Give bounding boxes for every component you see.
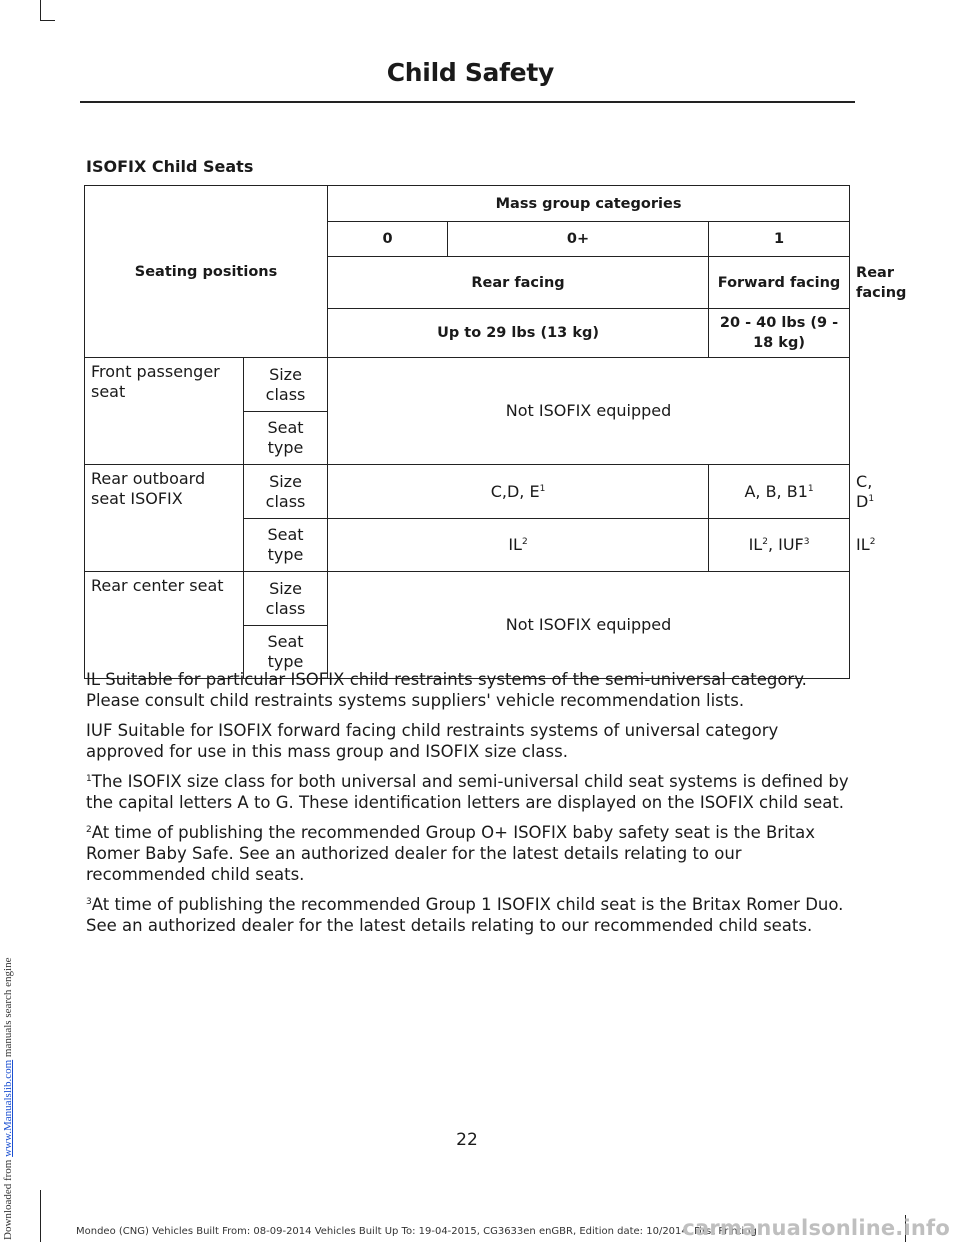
footnote-text: At time of publishing the recommended Group O+ ISOFIX baby safety seat is the Britax Romer Baby Safe. See an authorized dealer for the latest details relating to our recommended child seats. [86, 823, 816, 884]
footnote-ref: 2 [521, 537, 528, 547]
weight-header-2: 20 - 40 lbs (9 - 18 kg) [709, 309, 850, 358]
sidebar-prefix: Downloaded from [2, 1156, 14, 1240]
notes-section [86, 669, 852, 945]
rear-outboard-type-forward [709, 519, 850, 572]
page-title: Child Safety [386, 58, 554, 87]
size-value: A, B, B1 [744, 481, 808, 501]
download-sidebar [2, 958, 14, 1240]
page-number: 22 [456, 1130, 478, 1150]
footnote-2 [86, 822, 852, 885]
rear-facing-header: Rear facing [328, 257, 709, 309]
front-seat-type-label: Seat type [244, 412, 328, 465]
rear-outboard-size-group-0-0plus [328, 465, 709, 519]
forward-facing-header: Forward facing [709, 257, 850, 309]
footnote-text: At time of publishing the recommended Group 1 ISOFIX child seat is the Britax Romer Duo. See an authorized dealer for the latest details relating to our recommended child seats. [86, 895, 844, 935]
section-title: ISOFIX Child Seats [86, 157, 254, 176]
rear-center-seat-label: Rear center seat [85, 572, 244, 679]
rear-center-seat-type-label: Seat type [244, 626, 328, 679]
footnote-ref: 1 [868, 493, 875, 504]
footnote-text: The ISOFIX size class for both universal and semi-universal child seat systems is defined by the capital letters A to G. These identification letters are displayed on the ISOFIX child seat. [86, 772, 849, 812]
manualslib-link[interactable]: www.Manualslib.com [2, 1059, 14, 1157]
mass-group-header: Mass group categories [328, 186, 850, 222]
footnote-3 [86, 894, 852, 936]
watermark: carmanualsonline.info [682, 1216, 950, 1240]
front-size-class-label: Size class [244, 358, 328, 412]
group-0plus-header: 0+ [448, 222, 709, 257]
seating-positions-header: Seating positions [85, 186, 328, 358]
footnote-ref: 1 [539, 483, 546, 494]
rear-outboard-type-group-0-0plus [328, 519, 709, 572]
sidebar-suffix: manuals search engine [2, 957, 14, 1060]
size-value: C, D [856, 471, 873, 511]
type-value: IL [856, 535, 870, 554]
front-not-equipped: Not ISOFIX equipped [328, 358, 850, 465]
footnote-ref: 1 [807, 483, 814, 494]
footnote-marker: 1 [86, 774, 92, 784]
rear-outboard-size-class-label: Size class [244, 465, 328, 519]
footnote-ref: 2 [762, 537, 768, 547]
type-value: IUF [778, 535, 804, 554]
group-0-header: 0 [328, 222, 448, 257]
rear-center-size-class-label: Size class [244, 572, 328, 626]
note-il: IL Suitable for particular ISOFIX child restraints systems of the semi-universal category. Please consult child restraints systems suppliers' vehicle recommendation lists. [86, 670, 807, 710]
header-divider [80, 101, 855, 103]
note-iuf: IUF Suitable for ISOFIX forward facing child restraints systems of universal category approved for use in this mass group and ISOFIX size class. [86, 721, 779, 761]
crop-mark-top-left-horizontal [40, 20, 55, 21]
crop-mark-top-left-vertical [40, 0, 41, 20]
footnote-ref: 3 [803, 537, 810, 547]
group-1-header: 1 [709, 222, 850, 257]
rear-outboard-seat-label: Rear outboard seat ISOFIX [85, 465, 244, 572]
type-value: IL [748, 535, 763, 554]
rear-outboard-seat-type-label: Seat type [244, 519, 328, 572]
footer-edition-info: Mondeo (CNG) Vehicles Built From: 08-09-2014 Vehicles Built Up To: 19-04-2015, CG3633en enGBR, Edition date: 10/2014, First Printing [76, 1226, 757, 1237]
footnote-ref: 2 [869, 537, 876, 547]
footnote-1 [86, 771, 852, 813]
size-value: C,D, E [490, 481, 540, 501]
crop-mark-bottom-left-vertical [40, 1190, 41, 1242]
type-value: IL [508, 535, 522, 554]
isofix-table: Seating positions Mass group categories 0 0+ 1 Rear facing Forward facing Rear facing Up to 29 lbs (13 kg) 20 - 40 lbs (9 - 18 kg) Front passenger seat Size class Not ISOFIX equipped Seat type Rear outboard seat ISOFIX Size class C,D, $E^1$ A, B, $B1^1$ C, $D^1$ Seat type $IL^2$ $IL^2$, IUF$^3$ $IL^2$ Rear center seat Size class Not ISOFIX equipped Seat type [84, 185, 850, 679]
rear-outboard-size-forward [709, 465, 850, 519]
footnote-marker: 2 [86, 825, 92, 835]
rear-center-not-equipped: Not ISOFIX equipped [328, 572, 850, 679]
weight-header-1: Up to 29 lbs (13 kg) [328, 309, 709, 358]
footnote-marker: 3 [86, 897, 92, 907]
front-passenger-seat-label: Front passenger seat [85, 358, 244, 465]
separator: , [767, 535, 779, 554]
